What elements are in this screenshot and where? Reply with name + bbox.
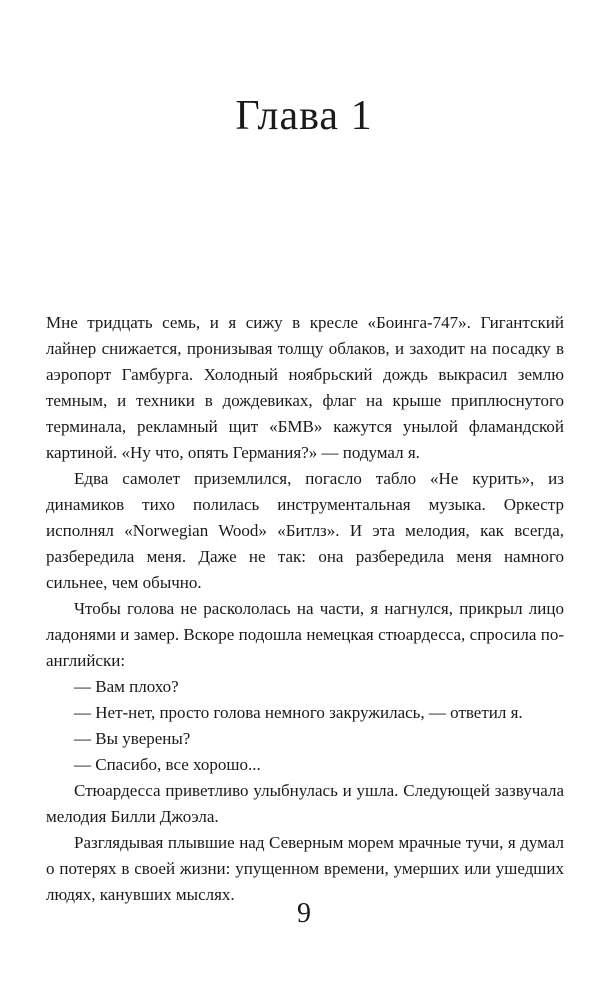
dialogue-line: — Вы уверены? — [74, 729, 191, 748]
dialogue-line: — Нет-нет, просто голова немного закружилась, — ответил я. — [74, 703, 523, 722]
paragraph: Стюардесса приветливо улыбнулась и ушла. Следующей зазвучала мелодия Билли Джоэла. — [46, 781, 564, 826]
paragraph: Чтобы голова не раскололась на части, я нагнулся, прикрыл лицо ладонями и замер. Вскоре подошла немецкая стюардесса, спросила по-английски: — [46, 599, 564, 670]
paragraph: Едва самолет приземлился, погасло табло «Не курить», из динамиков тихо полилась инструментальная музыка. Оркестр исполнял «Norwegian Wood» «Битлз». И эта мелодия, как всегда, разбередила меня. Даже не так: она разбередила меня намного сильнее, чем обычно. — [46, 469, 564, 592]
chapter-body — [46, 310, 564, 908]
dialogue-line: — Вам плохо? — [74, 677, 179, 696]
page-number: 9 — [297, 898, 311, 929]
chapter-title: Глава 1 — [235, 93, 373, 139]
paragraph: Мне тридцать семь, и я сижу в кресле «Боинга-747». Гигантский лайнер снижается, пронизывая толщу облаков, и заходит на посадку в аэропорт Гамбурга. Холодный ноябрьский дождь выкрасил землю темным, и техники в дождевиках, флаг на крыше приплюснутого терминала, рекламный щит «БМВ» кажутся унылой фламандской картиной. «Ну что, опять Германия?» — подумал я. — [46, 313, 564, 462]
paragraph: Разглядывая плывшие над Северным морем мрачные тучи, я думал о потерях в своей жизни: упущенном времени, умерших или ушедших людях, канувших мыслях. — [46, 833, 564, 904]
dialogue-line: — Спасибо, все хорошо... — [74, 755, 261, 774]
